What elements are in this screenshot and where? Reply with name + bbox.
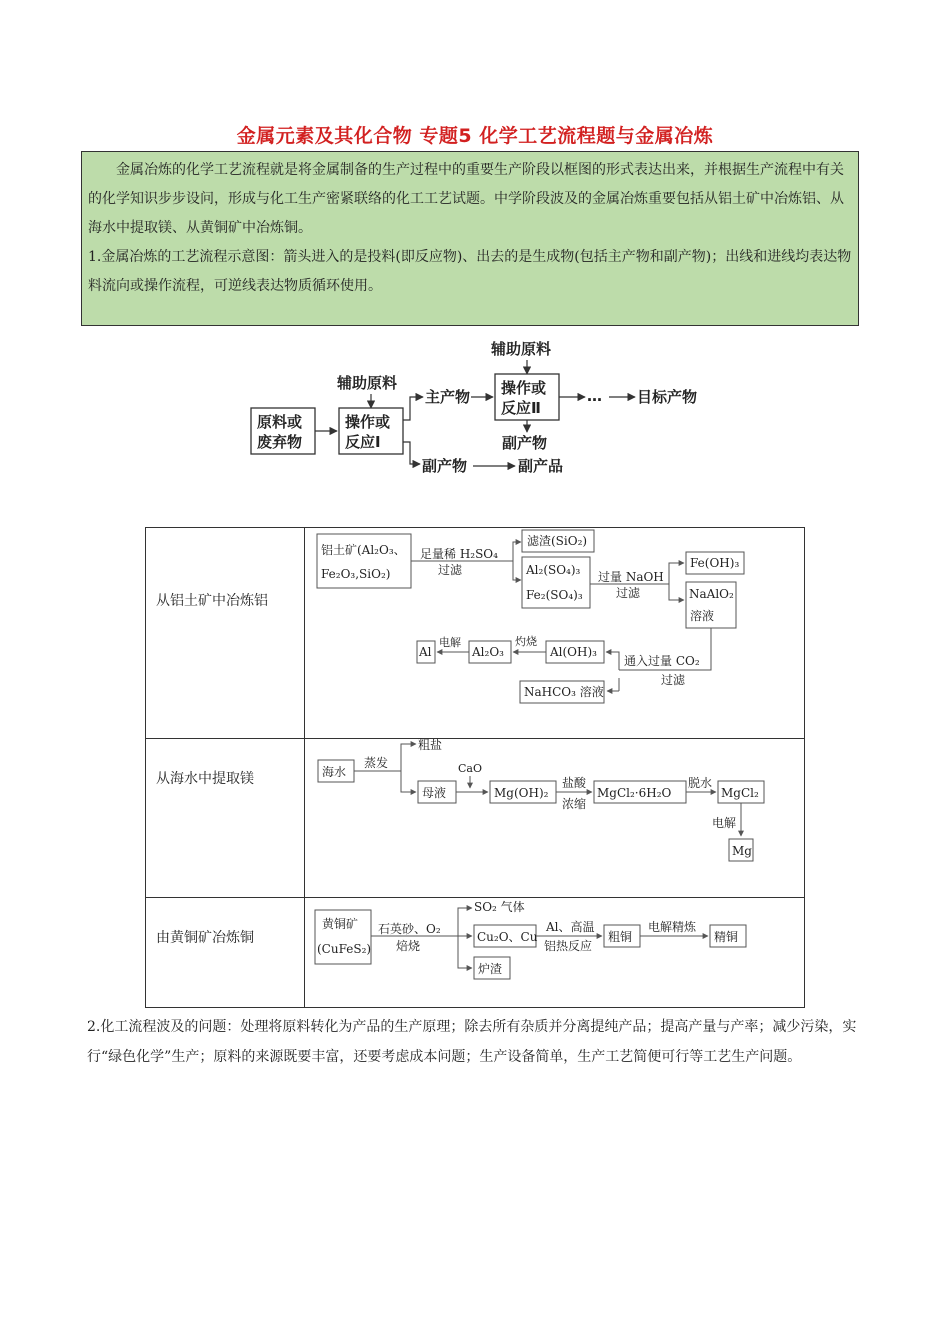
mg-hydroxide: Mg(OH)₂ — [494, 786, 549, 800]
target-product: 目标产物 — [637, 388, 698, 406]
seawater: 海水 — [322, 765, 347, 779]
dehydrate-label: 脱水 — [688, 776, 713, 790]
refine-label: 电解精炼 — [648, 920, 697, 934]
magnesium: Mg — [732, 844, 752, 858]
row-label-copper: 由黄铜矿冶炼铜 — [156, 930, 254, 946]
solution-label: 溶液 — [690, 609, 715, 623]
aux-material-1: 辅助原料 — [337, 374, 398, 392]
al-high-temp: Al、高温 — [546, 920, 595, 934]
hcl-reagent: 盐酸 — [562, 776, 587, 790]
fine-copper: 精铜 — [714, 930, 739, 944]
byproduct-sale: 副产品 — [518, 457, 564, 475]
raw-label-2: 废弃物 — [257, 433, 303, 451]
co2-reagent: 通入过量 CO₂ — [624, 654, 700, 668]
ellipsis: … — [587, 387, 602, 405]
sodium-aluminate: NaAlO₂ — [689, 587, 734, 601]
slag: 炉渣 — [478, 962, 503, 976]
electrolysis-label-mg: 电解 — [712, 816, 737, 830]
cao-reagent: CaO — [458, 762, 482, 775]
table-column-divider — [304, 528, 305, 1007]
general-flow-diagram — [245, 336, 710, 482]
burn-label: 灼烧 — [515, 635, 537, 648]
main-product: 主产物 — [425, 388, 471, 406]
op2-label-2: 反应Ⅱ — [501, 399, 541, 417]
filter-label-3: 过滤 — [661, 673, 686, 687]
point-2-paragraph — [87, 1012, 862, 1072]
intro-box — [81, 151, 859, 326]
op1-label-1: 操作或 — [345, 413, 391, 431]
sodium-bicarbonate: NaHCO₃ 溶液 — [524, 685, 604, 699]
bauxite-label-1: 铝土矿(Al₂O₃、 — [321, 543, 406, 557]
page-title: 金属元素及其化合物 专题5 化学工艺流程题与金属冶炼 — [236, 125, 714, 147]
thermite-label: 铝热反应 — [544, 939, 593, 953]
byproduct-1: 副产物 — [422, 457, 468, 475]
roast-label: 焙烧 — [396, 939, 421, 953]
aluminum: Al — [419, 645, 432, 659]
crude-salt: 粗盐 — [418, 738, 443, 752]
chalcopyrite-label-1: 黄铜矿 — [322, 917, 359, 931]
row-label-aluminum: 从铝土矿中冶炼铝 — [156, 593, 268, 609]
aluminum-flow-diagram — [306, 528, 786, 708]
fe-sulfate: Fe₂(SO₄)₃ — [526, 588, 583, 602]
mother-liquor: 母液 — [422, 786, 447, 800]
bauxite-label-2: Fe₂O₃,SiO₂) — [321, 567, 391, 581]
quartz-reagent: 石英砂、O₂ — [378, 922, 441, 936]
residue-label: 滤渣(SiO₂) — [527, 534, 588, 548]
row-label-magnesium: 从海水中提取镁 — [156, 771, 254, 787]
byproduct-2: 副产物 — [502, 434, 548, 452]
op1-label-2: 反应Ⅰ — [345, 433, 381, 451]
crude-copper: 粗铜 — [608, 930, 633, 944]
naoh-reagent: 过量 NaOH — [598, 570, 664, 584]
alumina: Al₂O₃ — [472, 645, 504, 659]
point-2-text: 2.化工流程波及的问题：处理将原料转化为产品的生产原理；除去所有杂质并分离提纯产品；提高产量与产率；减少污染，实行“绿色化学”生产；原料的来源既要丰富，还要考虑成本问题；生产设备简单，生产工艺简便可行等工艺生产问题。 — [87, 1019, 857, 1065]
so2-gas: SO₂ 气体 — [474, 900, 525, 914]
copper-flow-diagram — [306, 896, 786, 986]
al-sulfate: Al₂(SO₄)₃ — [526, 563, 581, 577]
magnesium-flow-diagram — [306, 738, 786, 868]
evaporate-label: 蒸发 — [364, 756, 389, 770]
raw-label-1: 原料或 — [257, 413, 303, 431]
mg-chloride: MgCl₂ — [721, 786, 759, 800]
chalcopyrite-label-2: (CuFeS₂) — [317, 942, 372, 956]
aux-material-2: 辅助原料 — [491, 340, 552, 358]
filter-label-2: 过滤 — [616, 586, 641, 600]
intro-point-1: 1.金属冶炼的工艺流程示意图：箭头进入的是投料(即反应物)、出去的是生成物(包括主产物和副产物)；出线和进线均表达物料流向或操作流程，可逆线表达物质循环使用。 — [88, 249, 852, 294]
op2-label-1: 操作或 — [501, 379, 547, 397]
electrolysis-label-al: 电解 — [439, 636, 461, 649]
aluminum-hydroxide: Al(OH)₃ — [550, 645, 597, 659]
concentrate-label: 浓缩 — [562, 797, 587, 811]
cuprite-copper: Cu₂O、Cu — [477, 930, 538, 944]
acid-reagent: 足量稀 H₂SO₄ — [420, 547, 498, 561]
mg-chloride-hydrate: MgCl₂·6H₂O — [597, 786, 672, 800]
filter-label-1: 过滤 — [438, 563, 463, 577]
iron-hydroxide: Fe(OH)₃ — [690, 556, 740, 570]
intro-paragraph: 金属冶炼的化学工艺流程就是将金属制备的生产过程中的重要生产阶段以框图的形式表达出来，并根据生产流程中有关的化学知识步步设问，形成与化工生产密紧联络的化工工艺试题。中学阶段波及的金属冶炼重要包括从铝土矿中冶炼铝、从海水中提取镁、从黄铜矿中冶炼铜。 — [88, 162, 844, 236]
